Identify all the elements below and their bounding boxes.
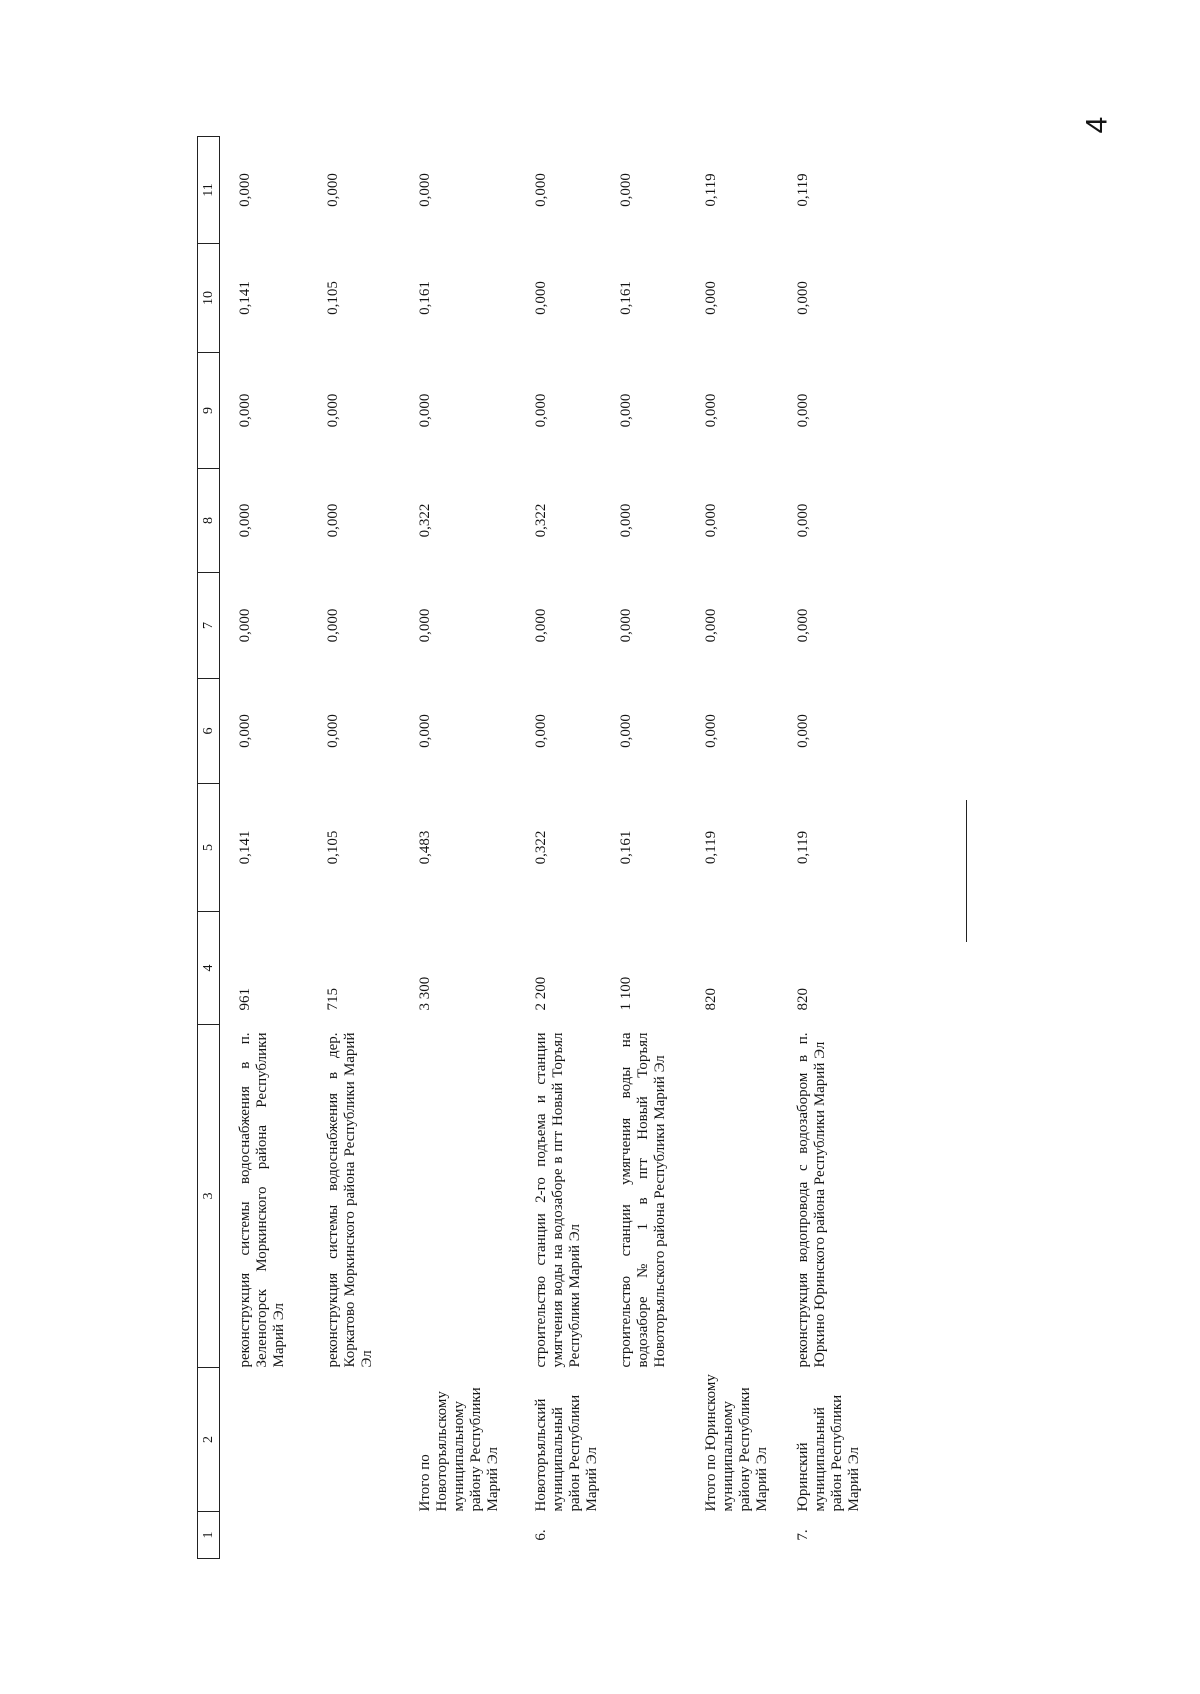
value-cell-col7: 0,000 xyxy=(237,608,253,643)
row-number-cell xyxy=(686,1512,778,1559)
column-header-11: 11 xyxy=(198,137,220,244)
value-cell-col10: 0,161 xyxy=(416,281,433,315)
row-number-cell xyxy=(308,1512,400,1559)
value-cell-col5: 0,119 xyxy=(794,830,811,865)
table-row xyxy=(601,137,686,1559)
value-cell-col8: 0,000 xyxy=(617,503,634,538)
value-cell-col10: 0,000 xyxy=(702,281,719,315)
row-number-cell xyxy=(220,1512,308,1559)
column-header-10: 10 xyxy=(198,244,220,353)
project-description-cell: реконструкция системы водоснабжения в п. Зеленогорск Моркинского района Республики Марий Эл xyxy=(237,1032,287,1368)
column-header-8: 8 xyxy=(198,469,220,573)
value-cell-col11: 0,000 xyxy=(532,173,549,207)
value-cell-col10: 0,161 xyxy=(617,281,634,315)
value-cell-col8: 0,000 xyxy=(702,503,719,538)
table-row xyxy=(686,137,778,1559)
municipality-cell: Юринский муниципальный район Республики Марий Эл xyxy=(794,1394,862,1512)
value-cell-col7: 0,000 xyxy=(617,608,634,643)
municipality-cell xyxy=(220,1368,308,1512)
value-cell-col9: 0,000 xyxy=(532,393,549,428)
value-cell-col6: 0,000 xyxy=(794,714,811,748)
value-cell-col11: 0,119 xyxy=(702,173,719,207)
value-cell-col10: 0,000 xyxy=(532,281,549,315)
value-cell-col11: 0,000 xyxy=(617,173,634,207)
capacity-cell: 820 xyxy=(702,988,719,1011)
capacity-cell: 3 300 xyxy=(416,976,433,1011)
value-cell-col9: 0,000 xyxy=(617,393,634,428)
value-cell-col7: 0,000 xyxy=(702,608,719,643)
value-cell-col9: 0,000 xyxy=(324,393,341,428)
value-cell-col5: 0,161 xyxy=(617,830,634,865)
capacity-cell: 820 xyxy=(794,988,811,1011)
column-header-1: 1 xyxy=(198,1512,220,1559)
value-cell-col11: 0,000 xyxy=(324,173,341,207)
row-number-cell xyxy=(400,1512,516,1559)
value-cell-col6: 0,000 xyxy=(416,714,433,748)
value-cell-col5: 0,322 xyxy=(532,830,549,865)
capacity-cell: 961 xyxy=(237,988,253,1011)
column-header-9: 9 xyxy=(198,353,220,469)
value-cell-col6: 0,000 xyxy=(324,714,341,748)
row-number-cell: 6. xyxy=(532,1529,549,1541)
value-cell-col8: 0,000 xyxy=(324,503,341,538)
column-header-5: 5 xyxy=(198,784,220,912)
column-number-header-row xyxy=(198,137,220,1559)
column-header-2: 2 xyxy=(198,1368,220,1512)
capacity-cell: 2 200 xyxy=(532,976,549,1011)
value-cell-col5: 0,105 xyxy=(324,830,341,865)
capacity-cell: 1 100 xyxy=(617,976,634,1011)
table-row xyxy=(516,137,601,1559)
value-cell-col7: 0,000 xyxy=(794,608,811,643)
value-cell-col7: 0,000 xyxy=(324,608,341,643)
value-cell-col10: 0,141 xyxy=(237,281,253,315)
municipality-cell: Итого по Юринскому муниципальному району Республики Марий Эл xyxy=(702,1374,770,1512)
column-header-3: 3 xyxy=(198,1025,220,1368)
value-cell-col9: 0,000 xyxy=(702,393,719,428)
value-cell-col8: 0,322 xyxy=(416,503,433,538)
value-cell-col7: 0,000 xyxy=(532,608,549,643)
data-table xyxy=(197,136,863,1559)
value-cell-col8: 0,322 xyxy=(532,503,549,538)
column-header-6: 6 xyxy=(198,679,220,784)
column-header-7: 7 xyxy=(198,573,220,679)
column-header-4: 4 xyxy=(198,912,220,1025)
project-description-cell: строительство станции 2-го подъема и станции умягчения воды на водозаборе в пгт Новый Торъял Республики Марий Эл xyxy=(532,1032,583,1368)
project-description-cell xyxy=(400,1025,516,1368)
row-number-cell: 7. xyxy=(794,1529,811,1541)
project-description-cell: реконструкция системы водоснабжения в дер. Коркатово Моркинского района Республики Марий Эл xyxy=(324,1032,375,1368)
project-description-cell: реконструкция водопровода с водозабором в п. Юркино Юринского района Республики Марий Эл xyxy=(794,1032,828,1368)
value-cell-col6: 0,000 xyxy=(702,714,719,748)
value-cell-col7: 0,000 xyxy=(416,608,433,643)
value-cell-col5: 0,119 xyxy=(702,830,719,865)
municipality-cell xyxy=(601,1368,686,1512)
value-cell-col6: 0,000 xyxy=(237,714,253,748)
value-cell-col6: 0,000 xyxy=(617,714,634,748)
value-cell-col11: 0,000 xyxy=(237,173,253,207)
value-cell-col6: 0,000 xyxy=(532,714,549,748)
municipality-cell xyxy=(308,1368,400,1512)
value-cell-col8: 0,000 xyxy=(237,503,253,538)
value-cell-col11: 0,000 xyxy=(416,173,433,207)
value-cell-col10: 0,000 xyxy=(794,281,811,315)
row-number-cell xyxy=(601,1512,686,1559)
value-cell-col11: 0,119 xyxy=(794,173,811,207)
project-description-cell: строительство станции умягчения воды на водозаборе № 1 в пгт Новый Торъял Новоторъяльского района Республики Марий Эл xyxy=(617,1032,668,1368)
value-cell-col9: 0,000 xyxy=(237,393,253,428)
page-number: 4 xyxy=(1080,116,1114,134)
value-cell-col10: 0,105 xyxy=(324,281,341,315)
municipality-cell: Итого по Новоторъяльскому муниципальному району Республики Марий Эл xyxy=(416,1387,501,1512)
value-cell-col5: 0,483 xyxy=(416,830,433,865)
table-row xyxy=(308,137,400,1559)
table-row xyxy=(400,137,516,1559)
table-row xyxy=(778,137,863,1559)
value-cell-col5: 0,141 xyxy=(237,830,253,865)
value-cell-col9: 0,000 xyxy=(794,393,811,428)
project-description-cell xyxy=(686,1025,778,1368)
capacity-cell: 715 xyxy=(324,988,341,1011)
value-cell-col9: 0,000 xyxy=(416,393,433,428)
value-cell-col8: 0,000 xyxy=(794,503,811,538)
municipality-cell: Новоторъяльский муниципальный район Республики Марий Эл xyxy=(532,1394,600,1512)
table-row xyxy=(220,137,308,1559)
